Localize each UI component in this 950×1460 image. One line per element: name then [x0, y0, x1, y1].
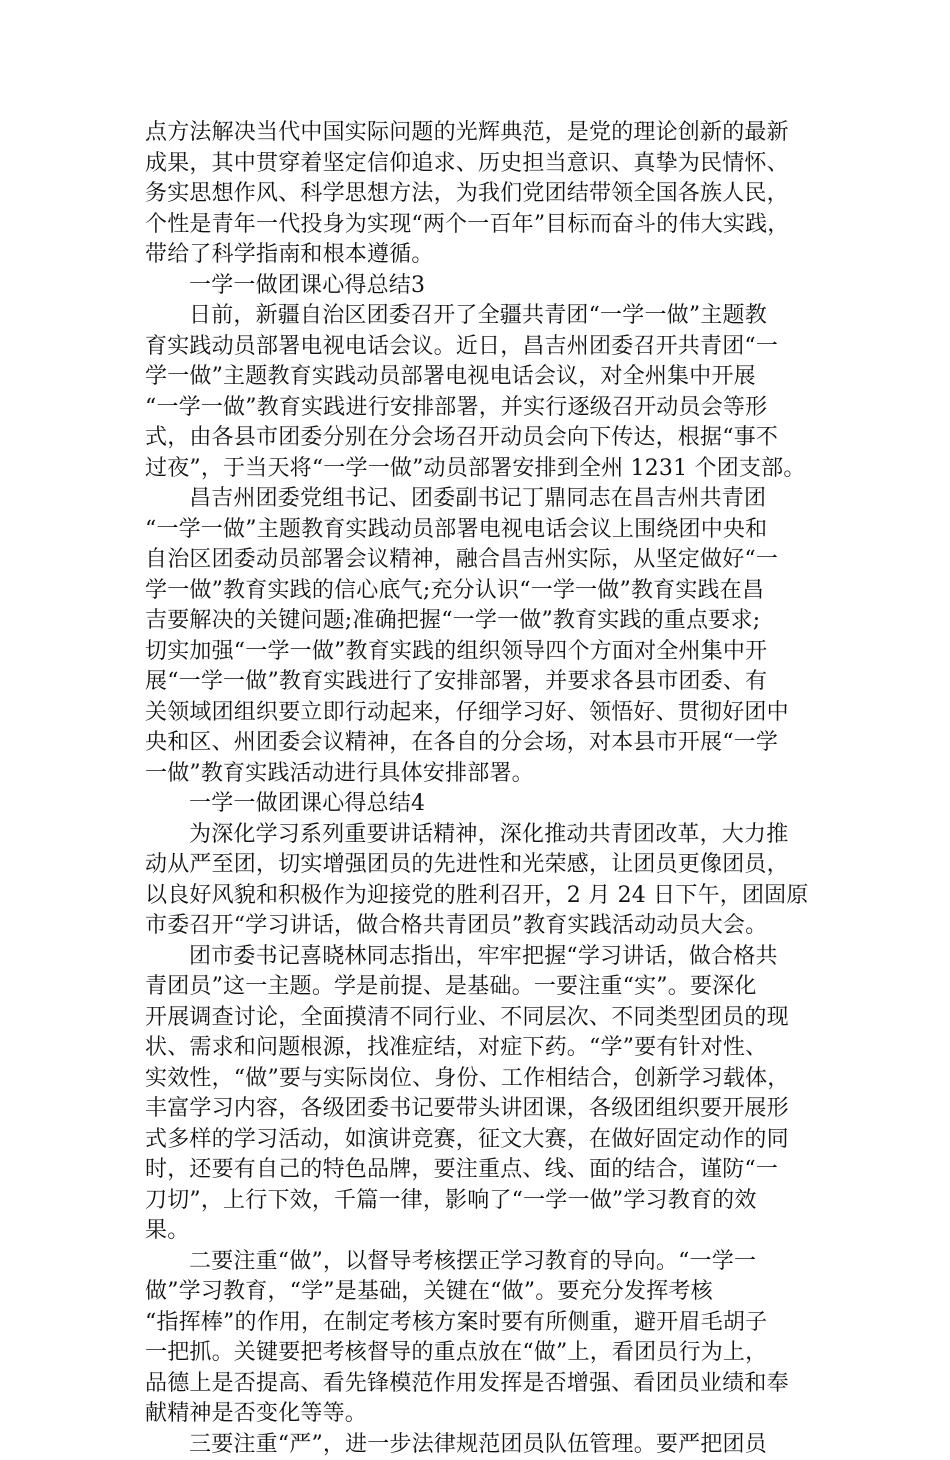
text-line: 献精神是否变化等等。: [145, 1399, 815, 1430]
text-line: 式，由各县市团委分别在分会场召开动员会向下传达，根据“事不: [145, 423, 815, 454]
text-line: “一学一做”主题教育实践动员部署电视电话会议上围绕团中央和: [145, 515, 815, 546]
text-line: 实效性，“做”要与实际岗位、身份、工作相结合，创新学习载体，: [145, 1064, 815, 1095]
text-line: “指挥棒”的作用，在制定考核方案时要有所侧重，避开眉毛胡子: [145, 1308, 815, 1339]
text-line: 团市委书记喜晓林同志指出，牢牢把握“学习讲话，做合格共: [145, 942, 815, 973]
document-body: [145, 118, 815, 1460]
text-line: 式多样的学习活动，如演讲竞赛，征文大赛，在做好固定动作的同: [145, 1125, 815, 1156]
text-line: “一学一做”教育实践进行安排部署，并实行逐级召开动员会等形: [145, 393, 815, 424]
text-line: 品德上是否提高、看先锋模范作用发挥是否增强、看团员业绩和奉: [145, 1369, 815, 1400]
text-line: 过夜”，于当天将“一学一做”动员部署安排到全州 1231 个团支部。: [145, 454, 815, 485]
text-line: 关领域团组织要立即行动起来，仔细学习好、领悟好、贯彻好团中: [145, 698, 815, 729]
text-line: 个性是青年一代投身为实现“两个一百年”目标而奋斗的伟大实践，: [145, 210, 815, 241]
text-line: 育实践动员部署电视电话会议。近日，昌吉州团委召开共青团“一: [145, 332, 815, 363]
text-line: 展“一学一做”教育实践进行了安排部署，并要求各县市团委、有: [145, 667, 815, 698]
text-line: 一学一做团课心得总结4: [145, 789, 815, 820]
text-line: 状、需求和问题根源，找准症结，对症下药。“学”要有针对性、: [145, 1033, 815, 1064]
text-line: 果。: [145, 1216, 815, 1247]
text-line: 做”学习教育，“学”是基础，关键在“做”。要充分发挥考核: [145, 1277, 815, 1308]
text-line: 一做”教育实践活动进行具体安排部署。: [145, 759, 815, 790]
text-line: 动从严至团，切实增强团员的先进性和光荣感，让团员更像团员，: [145, 850, 815, 881]
text-line: 时，还要有自己的特色品牌，要注重点、线、面的结合，谨防“一: [145, 1155, 815, 1186]
text-line: 务实思想作风、科学思想方法，为我们党团结带领全国各族人民，: [145, 179, 815, 210]
text-line: 点方法解决当代中国实际问题的光辉典范，是党的理论创新的最新: [145, 118, 815, 149]
text-line: 一学一做团课心得总结3: [145, 271, 815, 302]
text-line: 以良好风貌和积极作为迎接党的胜利召开，2 月 24 日下午，团固原: [145, 881, 815, 912]
text-line: 切实加强“一学一做”教育实践的组织领导四个方面对全州集中开: [145, 637, 815, 668]
text-line: 自治区团委动员部署会议精神，融合昌吉州实际，从坚定做好“一: [145, 545, 815, 576]
text-line: 二要注重“做”，以督导考核摆正学习教育的导向。“一学一: [145, 1247, 815, 1278]
text-line: 一把抓。关键要把考核督导的重点放在“做”上，看团员行为上，: [145, 1338, 815, 1369]
text-line: 刀切”，上行下效，千篇一律，影响了“一学一做”学习教育的效: [145, 1186, 815, 1217]
text-line: 开展调查讨论，全面摸清不同行业、不同层次、不同类型团员的现: [145, 1003, 815, 1034]
text-line: 丰富学习内容，各级团委书记要带头讲团课，各级团组织要开展形: [145, 1094, 815, 1125]
text-line: 成果，其中贯穿着坚定信仰追求、历史担当意识、真挚为民情怀、: [145, 149, 815, 180]
text-line: 日前，新疆自治区团委召开了全疆共青团“一学一做”主题教: [145, 301, 815, 332]
text-line: 市委召开“学习讲话，做合格共青团员”教育实践活动动员大会。: [145, 911, 815, 942]
text-line: 学一做”教育实践的信心底气;充分认识“一学一做”教育实践在昌: [145, 576, 815, 607]
text-line: 吉要解决的关键问题;准确把握“一学一做”教育实践的重点要求;: [145, 606, 815, 637]
text-line: 三要注重“严”，进一步法律规范团员队伍管理。要严把团员: [145, 1430, 815, 1460]
text-line: 央和区、州团委会议精神，在各自的分会场，对本县市开展“一学: [145, 728, 815, 759]
text-line: 带给了科学指南和根本遵循。: [145, 240, 815, 271]
text-line: 学一做”主题教育实践动员部署电视电话会议，对全州集中开展: [145, 362, 815, 393]
text-line: 昌吉州团委党组书记、团委副书记丁鼎同志在昌吉州共青团: [145, 484, 815, 515]
text-line: 青团员”这一主题。学是前提、是基础。一要注重“实”。要深化: [145, 972, 815, 1003]
text-line: 为深化学习系列重要讲话精神，深化推动共青团改革，大力推: [145, 820, 815, 851]
